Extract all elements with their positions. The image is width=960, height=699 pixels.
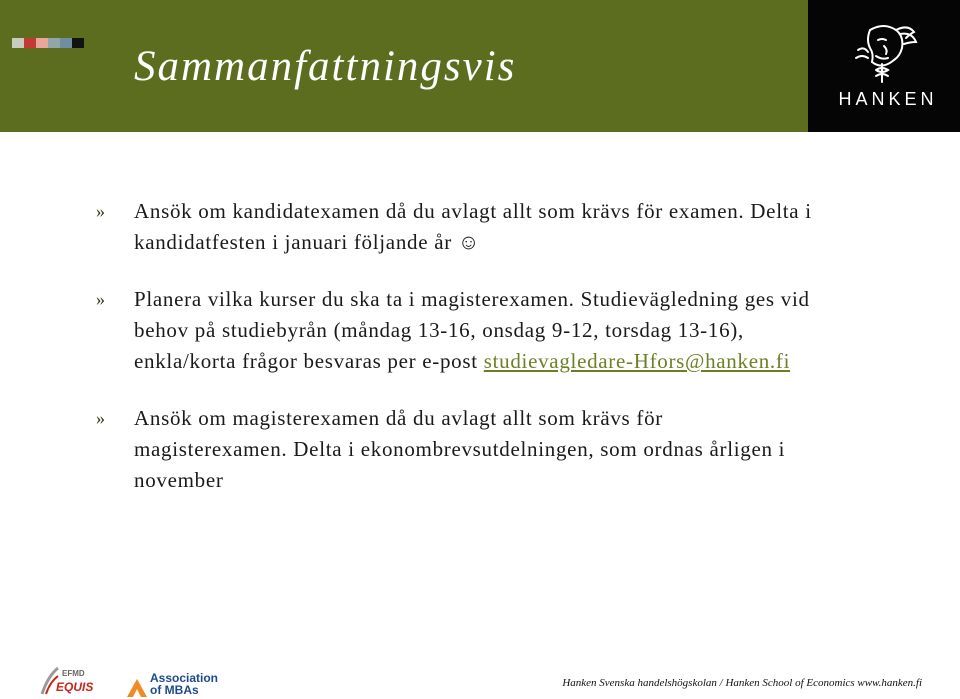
slide-header-bar (0, 0, 808, 132)
swatch (48, 38, 60, 48)
color-swatches (12, 38, 84, 48)
equis-label: EQUIS (56, 680, 94, 694)
bullet-item (96, 196, 816, 258)
bullet-text: Ansök om magisterexamen då du avlagt allt som krävs för magisterexamen. Delta i ekonombrevsutdelningen, som ordnas årligen i november (134, 406, 786, 492)
hermes-head-logo-icon (848, 20, 920, 84)
bullet-marker: » (96, 408, 106, 428)
bullet-text: Planera vilka kurser du ska ta i magisterexamen. Studievägledning ges vid behov på studiebyrån (måndag 13-16, onsdag 9-12, torsdag 13-16), enkla/korta frågor besvaras per e-post (134, 287, 810, 373)
amba-mark-icon (126, 678, 148, 698)
amba-text (150, 672, 218, 696)
swatch (72, 38, 84, 48)
bullet-marker: » (96, 201, 106, 221)
accreditation-logos (40, 660, 240, 699)
bullet-marker: » (96, 289, 106, 309)
footer-text: Hanken Svenska handelshögskolan / Hanken School of Economics www.hanken.fi (562, 677, 922, 689)
swatch (36, 38, 48, 48)
swatch (24, 38, 36, 48)
amba-line-2: of MBAs (150, 683, 199, 697)
slide-title: Sammanfattningsvis (134, 43, 517, 90)
equis-logo (40, 662, 102, 698)
amba-line-1: Association (150, 671, 219, 685)
hanken-logo (808, 0, 960, 132)
swatch (60, 38, 72, 48)
bullet-list (96, 196, 816, 522)
efmd-label: EFMD (62, 669, 85, 678)
bullet-item (96, 403, 816, 496)
logo-wordmark: HANKEN (838, 89, 938, 109)
bullet-text: Ansök om kandidatexamen då du avlagt allt som krävs för examen. Delta i kandidatfesten i januari följande år ☺ (134, 199, 812, 254)
email-link[interactable]: studievagledare-Hfors@hanken.fi (483, 349, 791, 373)
swatch (12, 38, 24, 48)
bullet-item (96, 284, 816, 377)
